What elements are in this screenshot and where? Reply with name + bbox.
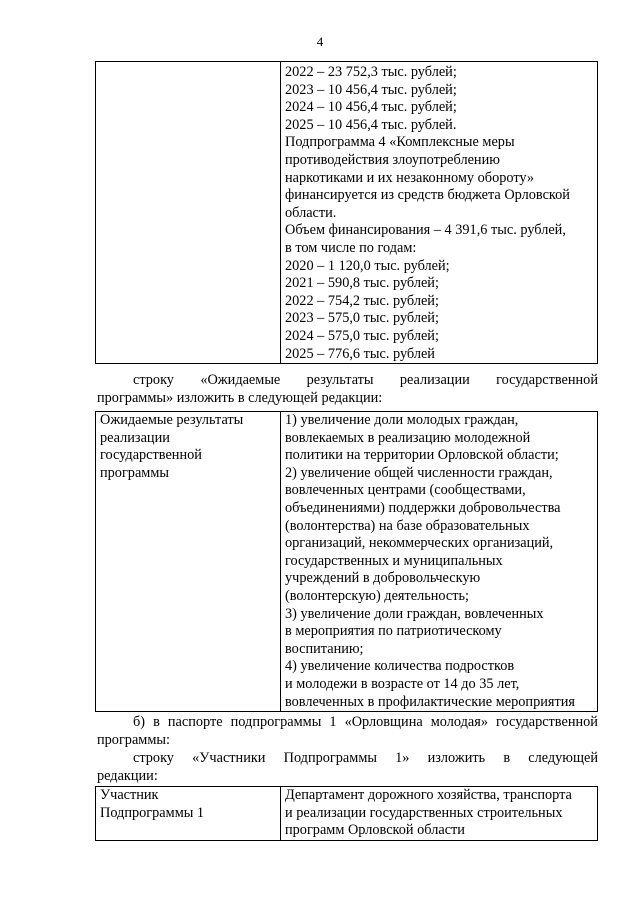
financing-table-left-cell: [96, 62, 281, 364]
text-line: Ожидаемые результаты: [100, 412, 244, 428]
text-line: 2024 – 575,0 тыс. рублей;: [285, 327, 439, 344]
paragraph-line: [97, 713, 598, 731]
results-table-value-cell: [281, 412, 598, 712]
word: строку: [133, 372, 174, 388]
word: б): [133, 714, 146, 730]
financing-table: [95, 61, 598, 364]
word: «Участники: [192, 750, 266, 766]
text-line: (волонтерскую) деятельность;: [285, 587, 469, 604]
word: паспорте: [167, 714, 223, 730]
paragraph-line: редакции:: [97, 768, 158, 784]
text-line: 2021 – 590,8 тыс. рублей;: [285, 275, 439, 292]
word: 1»: [395, 750, 410, 766]
text-line: 2023 – 10 456,4 тыс. рублей;: [285, 81, 457, 98]
results-table: [95, 411, 598, 712]
text-line: программ Орловской области: [285, 822, 465, 839]
participants-table: [95, 786, 598, 841]
word: 1: [329, 714, 337, 730]
text-line: 2) увеличение общей численности граждан,: [285, 464, 553, 481]
paragraph-line: программы» изложить в следующей редакции:: [97, 390, 383, 406]
text-line: наркотиками и их незаконному обороту»: [285, 169, 535, 186]
text-line: 1) увеличение доли молодых граждан,: [285, 412, 519, 428]
text-line: вовлеченных центрами (сообществами,: [285, 482, 526, 499]
word: результаты: [306, 372, 374, 388]
word: в: [153, 714, 160, 730]
text-line: 4) увеличение количества подростков: [285, 658, 515, 675]
text-line: 2025 – 776,6 тыс. рублей: [285, 345, 435, 362]
participants-table-label-cell: [96, 787, 281, 841]
text-line: 3) увеличение доли граждан, вовлеченных: [285, 605, 544, 622]
paragraph-line: программы:: [97, 732, 170, 748]
word: следующей: [528, 750, 598, 766]
text-line: государственной: [100, 447, 202, 464]
text-line: 2022 – 23 752,3 тыс. рублей;: [285, 64, 457, 80]
text-line: объединениями) поддержки добровольчества: [285, 499, 561, 516]
text-line: программы: [100, 464, 170, 481]
text-line: Подпрограмма 4 «Комплексные меры: [285, 134, 515, 151]
text-line: Департамент дорожного хозяйства, транспорта: [285, 787, 572, 803]
text-line: организаций, некоммерческих организаций,: [285, 535, 554, 552]
text-line: вовлекаемых в реализацию молодежной: [285, 429, 531, 446]
word: в: [503, 750, 511, 766]
paragraph-line: [97, 371, 598, 389]
paragraph-participants-intro: [97, 749, 598, 785]
text-line: и молодежи в возрасте от 14 до 35 лет,: [285, 675, 520, 692]
paragraph-line: [97, 749, 598, 767]
text-line: и реализации государственных строительных: [285, 804, 563, 821]
word: государственной: [496, 714, 598, 730]
financing-table-right-cell: [281, 62, 598, 364]
text-line: политики на территории Орловской области;: [285, 447, 559, 464]
text-line: воспитанию;: [285, 640, 364, 657]
word: молодая»: [430, 714, 488, 730]
text-line: 2023 – 575,0 тыс. рублей;: [285, 310, 439, 327]
paragraph-results-intro: [97, 371, 598, 407]
text-line: реализации: [100, 429, 170, 446]
text-line: противодействия злоупотреблению: [285, 151, 500, 168]
word: «Орловщина: [344, 714, 423, 730]
text-line: 2022 – 754,2 тыс. рублей;: [285, 292, 439, 309]
participants-table-value-cell: [281, 787, 598, 841]
word: Подпрограммы: [283, 750, 377, 766]
text-line: государственных и муниципальных: [285, 552, 503, 569]
text-line: Участник: [100, 787, 159, 803]
text-line: области.: [285, 204, 337, 221]
word: строку: [133, 750, 174, 766]
text-line: 2024 – 10 456,4 тыс. рублей;: [285, 99, 457, 116]
text-line: вовлеченных в профилактические мероприятия: [285, 693, 575, 710]
text-line: Подпрограммы 1: [100, 804, 205, 821]
word: изложить: [427, 750, 486, 766]
word: «Ожидаемые: [200, 372, 281, 388]
paragraph-subprogram-passport: [97, 713, 598, 749]
text-line: учреждений в добровольческую: [285, 570, 481, 587]
word: реализации: [399, 372, 470, 388]
word: государственной: [496, 372, 598, 388]
text-line: 2025 – 10 456,4 тыс. рублей.: [285, 116, 457, 133]
text-line: финансируется из средств бюджета Орловской: [285, 187, 570, 204]
text-line: (волонтерства) на базе образовательных: [285, 517, 530, 534]
page-number: 4: [316, 34, 324, 49]
text-line: в том числе по годам:: [285, 239, 417, 256]
results-table-label-cell: [96, 412, 281, 712]
text-line: в мероприятия по патриотическому: [285, 623, 502, 640]
text-line: Объем финансирования – 4 391,6 тыс. рублей,: [285, 222, 566, 239]
text-line: 2020 – 1 120,0 тыс. рублей;: [285, 257, 450, 274]
word: подпрограммы: [230, 714, 322, 730]
